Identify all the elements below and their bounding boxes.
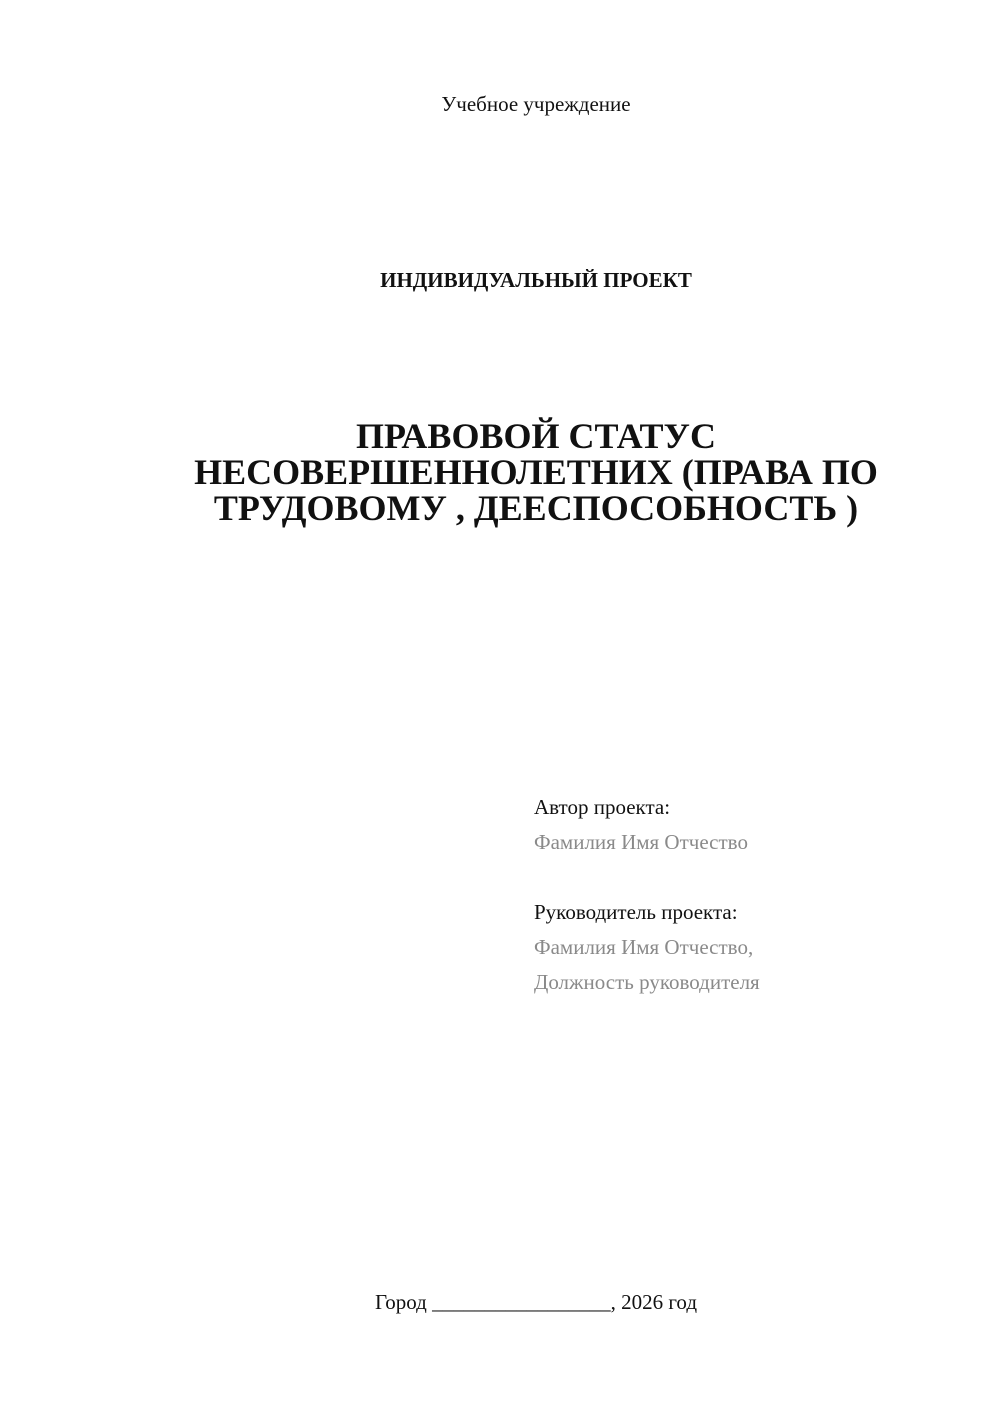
project-title-line: ТРУДОВОМУ , ДЕЕСПОСОБНОСТЬ ) bbox=[213, 488, 859, 528]
institution-name: Учебное учреждение bbox=[441, 92, 631, 116]
project-type-heading: ИНДИВИДУАЛЬНЫЙ ПРОЕКТ bbox=[380, 268, 692, 292]
city-year-line: Город _________________, 2026 год bbox=[374, 1290, 698, 1314]
author-name-placeholder: Фамилия Имя Отчество bbox=[534, 830, 748, 854]
author-label: Автор проекта: bbox=[534, 795, 671, 819]
project-credits bbox=[534, 790, 954, 1000]
spacer bbox=[534, 860, 954, 895]
project-title bbox=[150, 418, 922, 526]
supervisor-name-placeholder: Фамилия Имя Отчество, bbox=[534, 935, 754, 959]
supervisor-label: Руководитель проекта: bbox=[534, 900, 738, 924]
project-title-line: НЕСОВЕРШЕННОЛЕТНИХ (ПРАВА ПО bbox=[194, 452, 878, 492]
project-title-line: ПРАВОВОЙ СТАТУС bbox=[356, 416, 716, 456]
supervisor-position-placeholder: Должность руководителя bbox=[534, 970, 760, 994]
